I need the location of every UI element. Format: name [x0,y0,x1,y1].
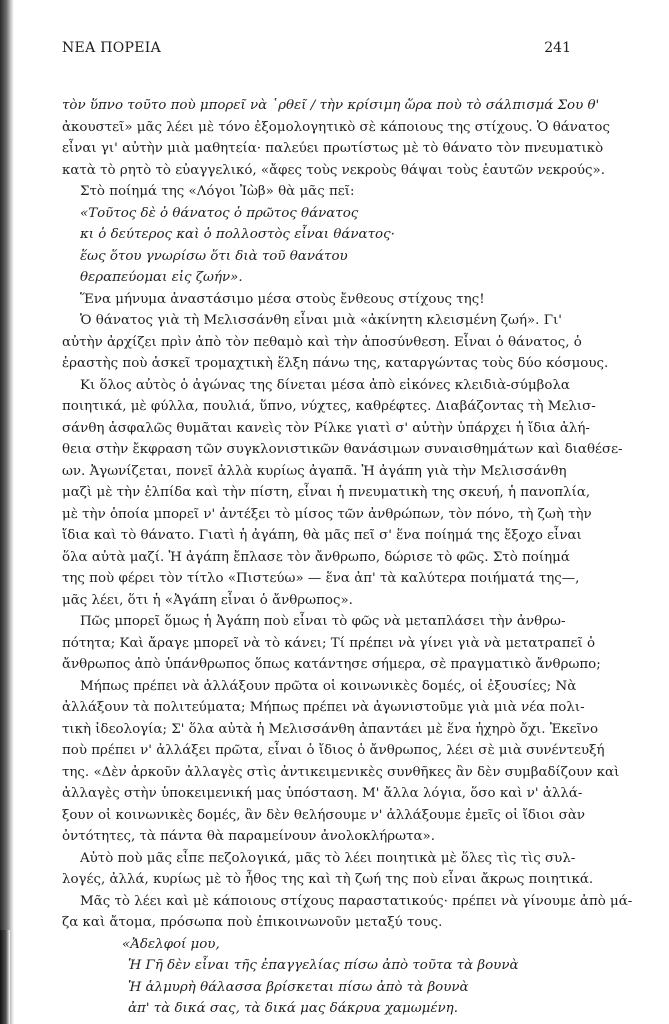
text-line: Ὁ θάνατος γιὰ τὴ Μελισσάνθη εἶναι μιὰ «ἀκίνητη κλεισμένη ζωή». Γι' [80,313,562,328]
text-line: ποιητικά, μὲ φύλλα, πουλιά, ὕπνο, νύχτες, καθρέφτες. Διαβάζοντας τὴ Μελισ- [62,399,596,414]
text-line: μᾶς λέει, ὅτι ἡ «Ἀγάπη εἶναι ὁ ἄνθρωπος». [62,592,353,608]
text-line: ἀλλαγὲς στὴν ὑποκειμενική μας ὑπόσταση. Μ' ἄλλα λόγια, ὅσο καὶ ν' ἀλλά- [62,786,583,801]
text-line: μὲ τὴν ὁποία μπορεῖ ν' ἀντέξει τὸ μίσος τῶν ἀνθρώπων, τὸν πόνο, τὴ ζωὴ τὴν [62,506,592,522]
text-line: ζα καὶ ἄτομα, πρόσωπα ποὺ ἐπικοινωνοῦν μεταξύ τους. [62,915,443,930]
text-line: μαζὶ μὲ τὴν ἐλπίδα καὶ τὴν πίστη, εἶναι ἡ πνευματικὴ της σκευή, ἡ πανοπλία, [62,485,591,500]
text-line: Ἕνα μήνυμα ἀναστάσιμο μέσα στοὺς ἔνθεους στίχους της! [80,291,485,307]
book-spine-shadow-bottom [0,930,10,1024]
running-header [62,40,571,60]
text-line: ἄνθρωπος ἀπὸ ὑπάνθρωπος ὅπως κατάντησε σήμερα, σὲ πραγματικὸ ἄνθρωπο; [62,657,601,672]
text-line: ξουν οἱ κοινωνικὲς δομές, ἂν δὲν θελήσουμε ν' ἀλλάξουμε ἐμεῖς οἱ ἴδιοι σὰν [62,807,586,823]
text-line: πότητα; Καὶ ἄραγε μπορεῖ νὰ τὸ κάνει; Τί πρέπει νὰ γίνει γιὰ νὰ μετατραπεῖ ὁ [62,635,596,651]
text-line: εἶναι γι' αὐτὴν μιὰ μαθητεία· παλεύει πρωτίστως μὲ τὸ θάνατο τὸν πνευματικὸ [62,141,604,156]
verse-line: Ἡ ἁλμυρὴ θάλασσα βρίσκεται πίσω ἀπὸ τὰ βουνὰ [128,979,469,995]
verse-line: ἕως ὅτου γνωρίσω ὅτι διὰ τοῦ θανάτου [80,248,348,264]
text-line: θεια στὴν ἔκφραση τῶν συγκλονιστικῶν θανάσιμων συναισθημάτων καὶ διαθέσε- [62,442,623,457]
journal-title: ΝΕΑ ΠΟΡΕΙΑ [62,40,161,56]
page-number: 241 [544,40,571,56]
text-line: ἐραστὴς ποὺ ἀσκεῖ τρομαχτικὴ ἕλξη πάνω της, καταργώντας τοὺς δύο κόσμους. [62,356,609,371]
verse-line: κι ὁ δεύτερος καὶ ὁ πολλοστὸς εἶναι θάνατος· [80,227,395,242]
text-line: σάνθη ἀσφαλῶς θυμᾶται κανεὶς τὸν Ρίλκε γιατὶ σ' αὐτὴν ὑπάρχει ἡ ἴδια ἀλή- [62,420,590,436]
text-line: ἀκουστεῖ» μᾶς λέει μὲ τόνο ἐξομολογητικὸ σὲ κάποιους της στίχους. Ὁ θάνατος [62,119,610,135]
body-text [62,95,633,1020]
text-line: ποὺ πρέπει ν' ἀλλάξει πρῶτα, εἶναι ὁ ἴδιος ὁ ἄνθρωπος, λέει σὲ μιὰ συνέντευξή [62,743,605,758]
text-line: Στὸ ποίημά της «Λόγοι Ἰὼβ» θὰ μᾶς πεῖ: [80,184,355,199]
text-line: αὐτὴν ἀρχίζει πρὶν ἀπὸ τὸν πεθαμὸ καὶ τὴν ἀποσύνθεση. Εἶναι ὁ θάνατος, ὁ [62,334,582,350]
text-line: Αὐτὸ ποὺ μᾶς εἶπε πεζολογικά, μᾶς τὸ λέει ποιητικὰ μὲ ὅλες τὶς τὶς συλ- [80,850,576,866]
text-line: ων. Ἀγωνίζεται, πονεῖ ἀλλὰ κυρίως ἀγαπᾶ. Ἡ ἀγάπη γιὰ τὴν Μελισσάνθη [62,463,567,479]
text-line: ἴδια καὶ τὸ θάνατο. Γιατὶ ἡ ἀγάπη, θὰ μᾶς πεῖ σ' ἕνα ποίημά της ἔξοχο εἶναι [62,528,582,543]
text-line: τὸν ὕπνο τοῦτο ποὺ μπορεῖ νὰ ῾ρθεῖ / τὴν κρίσιμη ὥρα ποὺ τὸ σάλπισμά Σου θ' [62,98,600,113]
text-line: Μήπως πρέπει νὰ ἀλλάξουν πρῶτα οἱ κοινωνικὲς δομές, οἱ ἐξουσίες; Νὰ [80,678,577,694]
text-line: Κι ὅλος αὐτὸς ὁ ἀγώνας της δίνεται μέσα ἀπὸ εἰκόνες κλειδιὰ-σύμβολα [80,377,570,393]
text-line: λογές, ἀλλά, κυρίως μὲ τὸ ἦθος της καὶ τὴ ζωή της ποὺ εἶναι ἄκρως ποιητικά. [62,872,594,887]
text-line: ἀλλάξουν τὰ πολιτεύματα; Μήπως πρέπει νὰ ἀγωνιστοῦμε γιὰ μιὰ νέα πολι- [62,700,585,715]
verse-line: ἀπ' τὰ δικά σας, τὰ δικά μας δάκρυα χαμωμένη. [128,1001,458,1016]
book-spine-shadow [0,0,14,1024]
text-line: της ποὺ φέρει τὸν τίτλο «Πιστεύω» — ἕνα ἀπ' τὰ καλύτερα ποιήματά της—, [62,571,580,586]
text-line: της. «Δὲν ἀρκοῦν ἀλλαγὲς στὶς ἀντικειμενικὲς συνθῆκες ἂν δὲν συμβαδίζουν καὶ [62,764,620,780]
verse-line: θεραπεύομαι εἰς ζωήν». [80,270,243,285]
verse-line: «Τοῦτος δὲ ὁ θάνατος ὁ πρῶτος θάνατος [80,205,359,221]
text-line: ὅλα αὐτὰ μαζί. Ἡ ἀγάπη ἔπλασε τὸν ἄνθρωπο, δώρισε τὸ φῶς. Στὸ ποίημά [62,549,570,565]
text-line: Πῶς μπορεῖ ὅμως ἡ Ἀγάπη ποὺ εἶναι τὸ φῶς νὰ μεταπλάσει τὴν ἀνθρω- [80,614,566,629]
verse-line: «Ἀδελφοί μου, [122,936,220,952]
text-line: ὀντότητες, τὰ πάντα θὰ παραμείνουν ἀνολοκλήρωτα». [62,829,435,844]
text-line: τικὴ ἰδεολογία; Σ' ὅλα αὐτὰ ἡ Μελισσάνθη ἀπαντάει μὲ ἕνα ἠχηρὸ ὄχι. Ἐκεῖνο [62,721,599,737]
text-line: κατὰ τὸ ρητὸ τὸ εὐαγγελικό, «ἄφες τοὺς νεκροὺς θάψαι τοὺς ἑαυτῶν νεκρούς». [62,162,605,178]
verse-line: Ἡ Γῆ δὲν εἶναι τῆς ἐπαγγελίας πίσω ἀπὸ τοῦτα τὰ βουνὰ [128,958,519,973]
text-line: Μᾶς τὸ λέει καὶ μὲ κάποιους στίχους παραστατικούς· πρέπει νὰ γίνουμε ἀπὸ μά- [80,893,633,909]
